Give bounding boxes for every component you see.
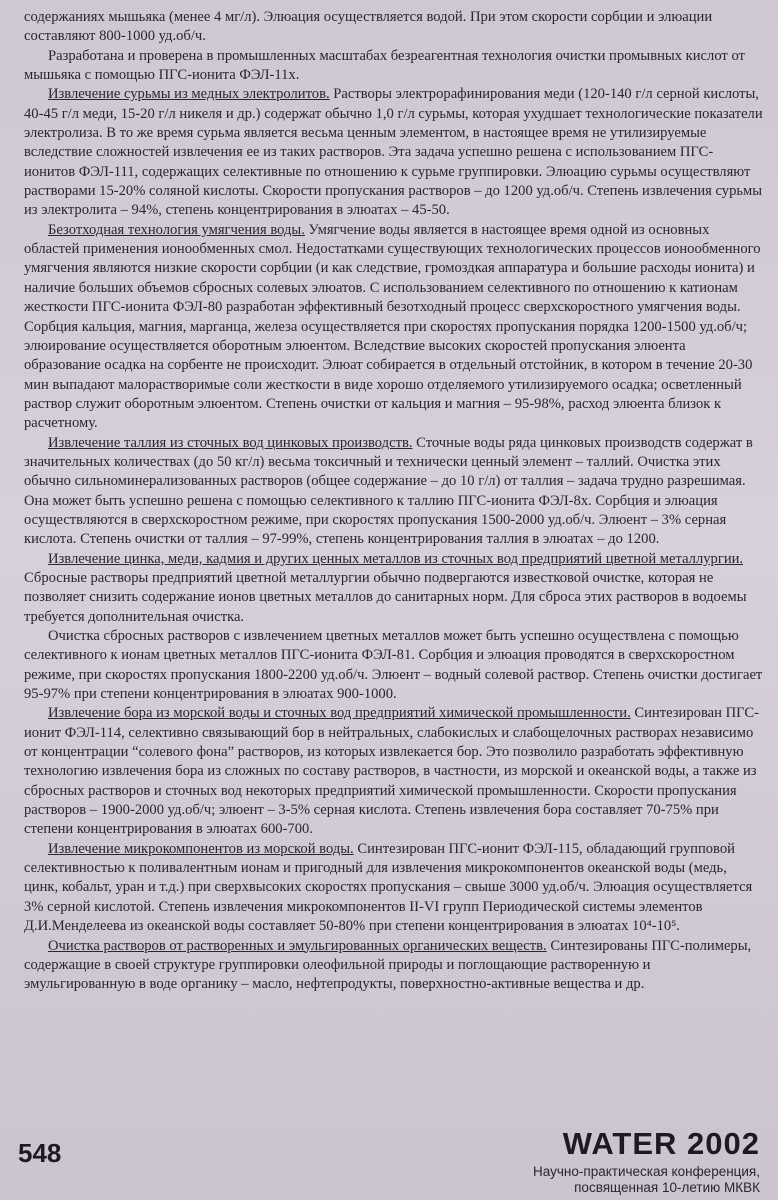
conference-logo: WATER 2002 (562, 1126, 760, 1161)
conference-title-line1: Научно-практическая конференция, (533, 1164, 760, 1179)
paragraph (24, 85, 764, 220)
paragraph-text: Синтезирован ПГС-ионит ФЭЛ-115, обладающий групповой селективностью к поливалентным ионам и пригодный для извлечения микрокомпонентов океанской воды (медь, цинк, кобальт, уран и т.д.) при сверхвысоких скоростях пропускания – свыше 3000 уд.об/ч. Элюация осуществляется 3% серной кислотой. Степень извлечения микрокомпонентов II-VI групп Периодической системы элементов Д.И.Менделеева из океанской воды составляет 50-80% при степени концентрирования в элюатах 10⁴-10⁵. (24, 840, 753, 935)
paragraph-text: Умягчение воды является в настоящее время одной из основных областей применения ионообменных смол. Недостатками существующих технологических процессов ионообменного умягчения являются низкие скорости сорбции (и как следствие, громоздкая аппаратура и большие расходы ионита) и наличие больших объемов сбросных солевых элюатов. С использованием селективного по отношению к катионам жесткости ПГС-ионита ФЭЛ-80 разработан эффективный безотходный процесс сверхскоростного умягчения воды. Сорбция кальция, магния, марганца, железа осуществляется при скоростях пропускания порядка 1200-1500 уд.об/ч; элюирование осуществляется оборотным элюентом. Вследствие высоких скоростей пропускания элюента образование осадка на сорбенте не происходит. Элюат собирается в отдельный отстойник, в котором в течение 20-30 мин выпадают малорастворимые соли жесткости в виде хорошо отделяемого утилизируемого осадка; осветленный раствор служит оборотным элюентом. Степень очистки от кальция и магния – 95-98%, расход элюента близок к расчетному. (24, 221, 761, 432)
section-heading: Очистка растворов от растворенных и эмульгированных органических веществ. (48, 937, 547, 954)
paragraph (24, 550, 764, 627)
paragraph (24, 8, 764, 47)
paragraph (24, 937, 764, 995)
paragraph-text: содержаниях мышьяка (менее 4 мг/л). Элюация осуществляется водой. При этом скорости сорбции и элюации составляют 800-1000 уд.об/ч. (24, 9, 713, 45)
section-heading: Извлечение сурьмы из медных электролитов. (48, 86, 330, 103)
paragraph (24, 840, 764, 937)
paragraph-text: Разработана и проверена в промышленных масштабах безреагентная технология очистки промывных кислот от мышьяка с помощью ПГС-ионита ФЭЛ-11х. (24, 47, 745, 84)
paragraph-text: Очистка сбросных растворов с извлечением цветных металлов может быть успешно осуществлена с помощью селективного к ионам цветных металлов ПГС-ионита ФЭЛ-81. Сорбция и элюация проводятся в сверхскоростном режиме, при скоростях пропускания 1800-2200 уд.об/ч. Элюент – водный солевой раствор. Степень очистки достигает 95-97% при степени концентрирования в элюатах 900-1000. (24, 628, 763, 703)
section-heading: Извлечение цинка, меди, кадмия и других ценных металлов из сточных вод предприятий цветной металлургии. (48, 550, 744, 567)
paragraph-text: Сбросные растворы предприятий цветной металлургии обычно подвергаются известковой очистке, которая не позволяет снизить содержание ионов цветных металлов до санитарных норм. Для сброса этих растворов в водоемы требуется дополнительная очистка. (24, 569, 747, 625)
paragraph (24, 704, 764, 839)
page-number: 548 (18, 1138, 62, 1168)
conference-title-line2: посвященная 10-летию МКВК (574, 1180, 760, 1195)
paragraph-text: Синтезированы ПГС-полимеры, содержащие в своей структуре группировки олеофильной природы и поглощающие растворенную и эмульгированную в воде органику – масло, нефтепродукты, поверхностно-активные вещества и др. (24, 937, 752, 993)
paragraph-text: Сточные воды ряда цинковых производств содержат в значительных количествах (до 50 кг/л) весьма токсичный и технически ценный элемент – таллий. Очистка этих обычно сильноминерализованных растворов (общее содержание – до 10 г/л) от таллия – задача трудно разрешимая. Она может быть успешно решена с помощью селективного к таллию ПГС-ионита ФЭЛ-8х. Сорбция и элюация осуществляются в сверхскоростном режиме, при скоростях пропускания 1500-2000 уд.об/ч. Элюент – 3% серная кислота. Степень очистки от таллия – 97-99%, степень концентрирования таллия в элюатах – до 1200. (24, 434, 753, 548)
body-text (24, 8, 764, 995)
paragraph-text: Растворы электрорафинирования меди (120-140 г/л серной кислоты, 40-45 г/л меди, 15-20 г/л никеля и др.) содержат обычно 1,0 г/л сурьмы, которая ухудшает технологические показатели электролиза. В то же время сурьма является весьма ценным элементом, в настоящее время не утилизируемые вследствие сложностей извлечения ее из таких растворов. Эта задача успешно решена с использованием ПГС-ионитов ФЭЛ-111, содержащих селективные по отношению к сурьме группировки. Элюацию сурьмы осуществляют растворами 15-20% соляной кислоты. Скорости пропускания растворов – до 1200 уд.об/ч. Степень извлечения сурьмы из электролита – 94%, степень концентрирования в элюатах – 45-50. (24, 86, 763, 219)
paragraph (24, 47, 764, 86)
paragraph-text: Синтезирован ПГС-ионит ФЭЛ-114, селективно связывающий бор в нейтральных, слабокислых и слабощелочных растворах независимо от концентрации “солевого фона” растворов, из которых извлекается бор. Это позволило разработать эффективную технологию извлечения бора из сложных по составу растворов, в частности, из морской и океанской воды, а также из сбросных растворов и сточных вод некоторых предприятий химической промышленности. Скорости пропускания растворов – 1900-2000 уд.об/ч; элюент – 3-5% серная кислота. Степень извлечения бора составляет 70-75% при степени концентрирования в элюатах 600-700. (24, 705, 759, 838)
paragraph (24, 434, 764, 550)
paragraph (24, 627, 764, 704)
section-heading: Извлечение таллия из сточных вод цинковых производств. (48, 434, 413, 451)
section-heading: Извлечение бора из морской воды и сточных вод предприятий химической промышленности. (48, 705, 631, 722)
page-footer (0, 1120, 778, 1200)
paragraph (24, 221, 764, 434)
section-heading: Извлечение микрокомпонентов из морской воды. (48, 840, 354, 857)
section-heading: Безотходная технология умягчения воды. (48, 221, 305, 238)
